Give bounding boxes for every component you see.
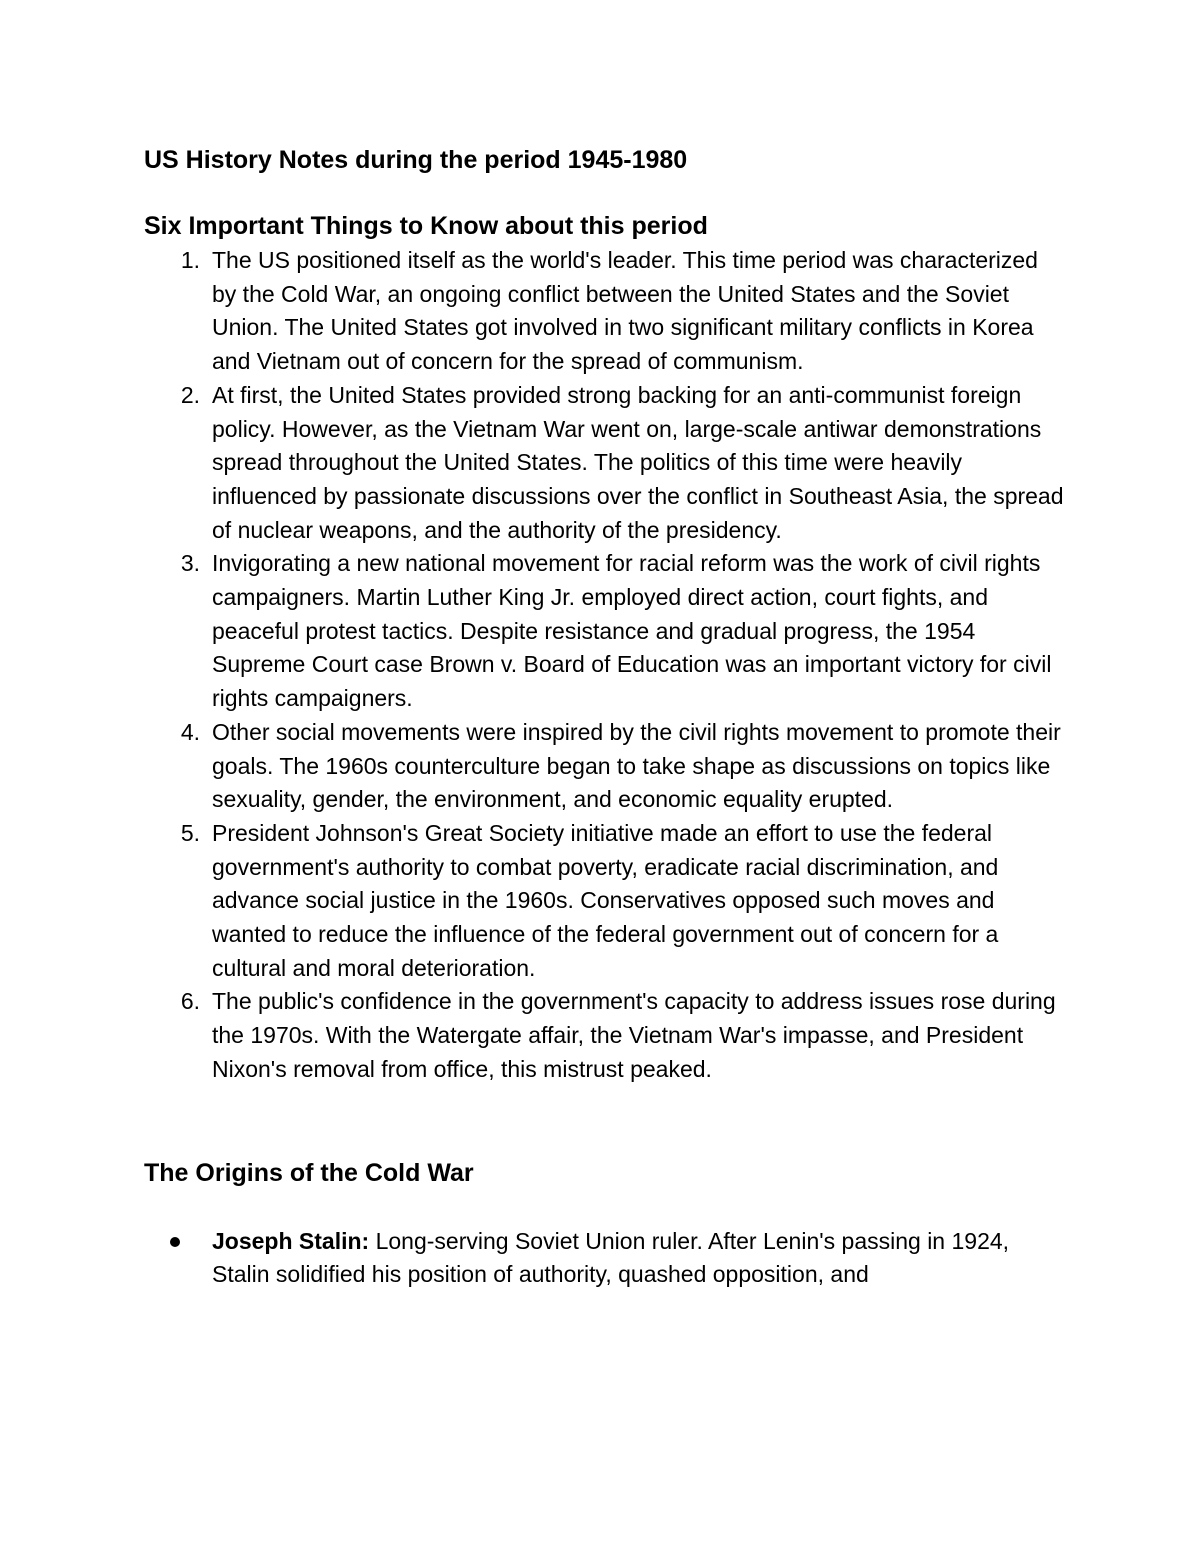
list-item-number: 5. [180,819,200,846]
bullet-term: Joseph Stalin: [212,1227,370,1254]
list-item-text: Invigorating a new national movement for racial reform was the work of civil rights campaigners. Martin Luther King Jr. employed direct action, court fights, and peaceful protest tactics. Despite resistance and gradual progress, the 1954 Supreme Court case Brown v. Board of Education was an important victory for civil rights campaigners. [212,550,1052,712]
list-item-number: 4. [180,718,200,745]
cold-war-bullet-list [144,1225,1064,1292]
list-item-number: 1. [180,247,200,273]
bullet-dot-icon [170,1237,180,1247]
list-item [144,716,1064,817]
list-item-text: The US positioned itself as the world's leader. This time period was characterized by the Cold War, an ongoing conflict between the United States and the Soviet Union. The United States got involved in two significant military conflicts in Korea and Vietnam out of concern for the spread of communism. [212,247,1038,375]
list-item [144,817,1064,986]
six-things-list [144,244,1064,1087]
list-item-text: At first, the United States provided strong backing for an anti-communist foreign policy. However, as the Vietnam War went on, large-scale antiwar demonstrations spread throughout the United States. The politics of this time were heavily influenced by passionate discussions over the conflict in Southeast Asia, the spread of nuclear weapons, and the authority of the presidency. [212,381,1064,543]
section-heading-cold-war-origins: The Origins of the Cold War [144,1158,474,1187]
list-item [144,547,1064,716]
list-item-number: 2. [180,381,200,408]
list-item-number: 3. [180,550,200,577]
list-item [144,985,1064,1086]
list-item [144,379,1064,548]
list-item-text: President Johnson's Great Society initiative made an effort to use the federal government's authority to combat poverty, eradicate racial discrimination, and advance social justice in the 1960s. Conservatives opposed such moves and wanted to reduce the influence of the federal government out of concern for a cultural and moral deterioration. [212,819,999,981]
bullet-text: Long-serving Soviet Union ruler. After Lenin's passing in 1924, Stalin solidified his position of authority, quashed opposition, and [212,1227,1010,1288]
document-title: US History Notes during the period 1945-1980 [144,146,688,174]
section-heading-six-things: Six Important Things to Know about this period [144,212,708,240]
list-item [144,244,1064,379]
list-item-text: Other social movements were inspired by the civil rights movement to promote their goals. The 1960s counterculture began to take shape as discussions on topics like sexuality, gender, the environment, and economic equality erupted. [212,718,1061,813]
list-item-text: The public's confidence in the government's capacity to address issues rose during the 1970s. With the Watergate affair, the Vietnam War's impasse, and President Nixon's removal from office, this mistrust peaked. [212,988,1056,1082]
document-page [144,142,1064,1292]
list-item-number: 6. [180,988,200,1015]
bullet-item [144,1225,1064,1292]
